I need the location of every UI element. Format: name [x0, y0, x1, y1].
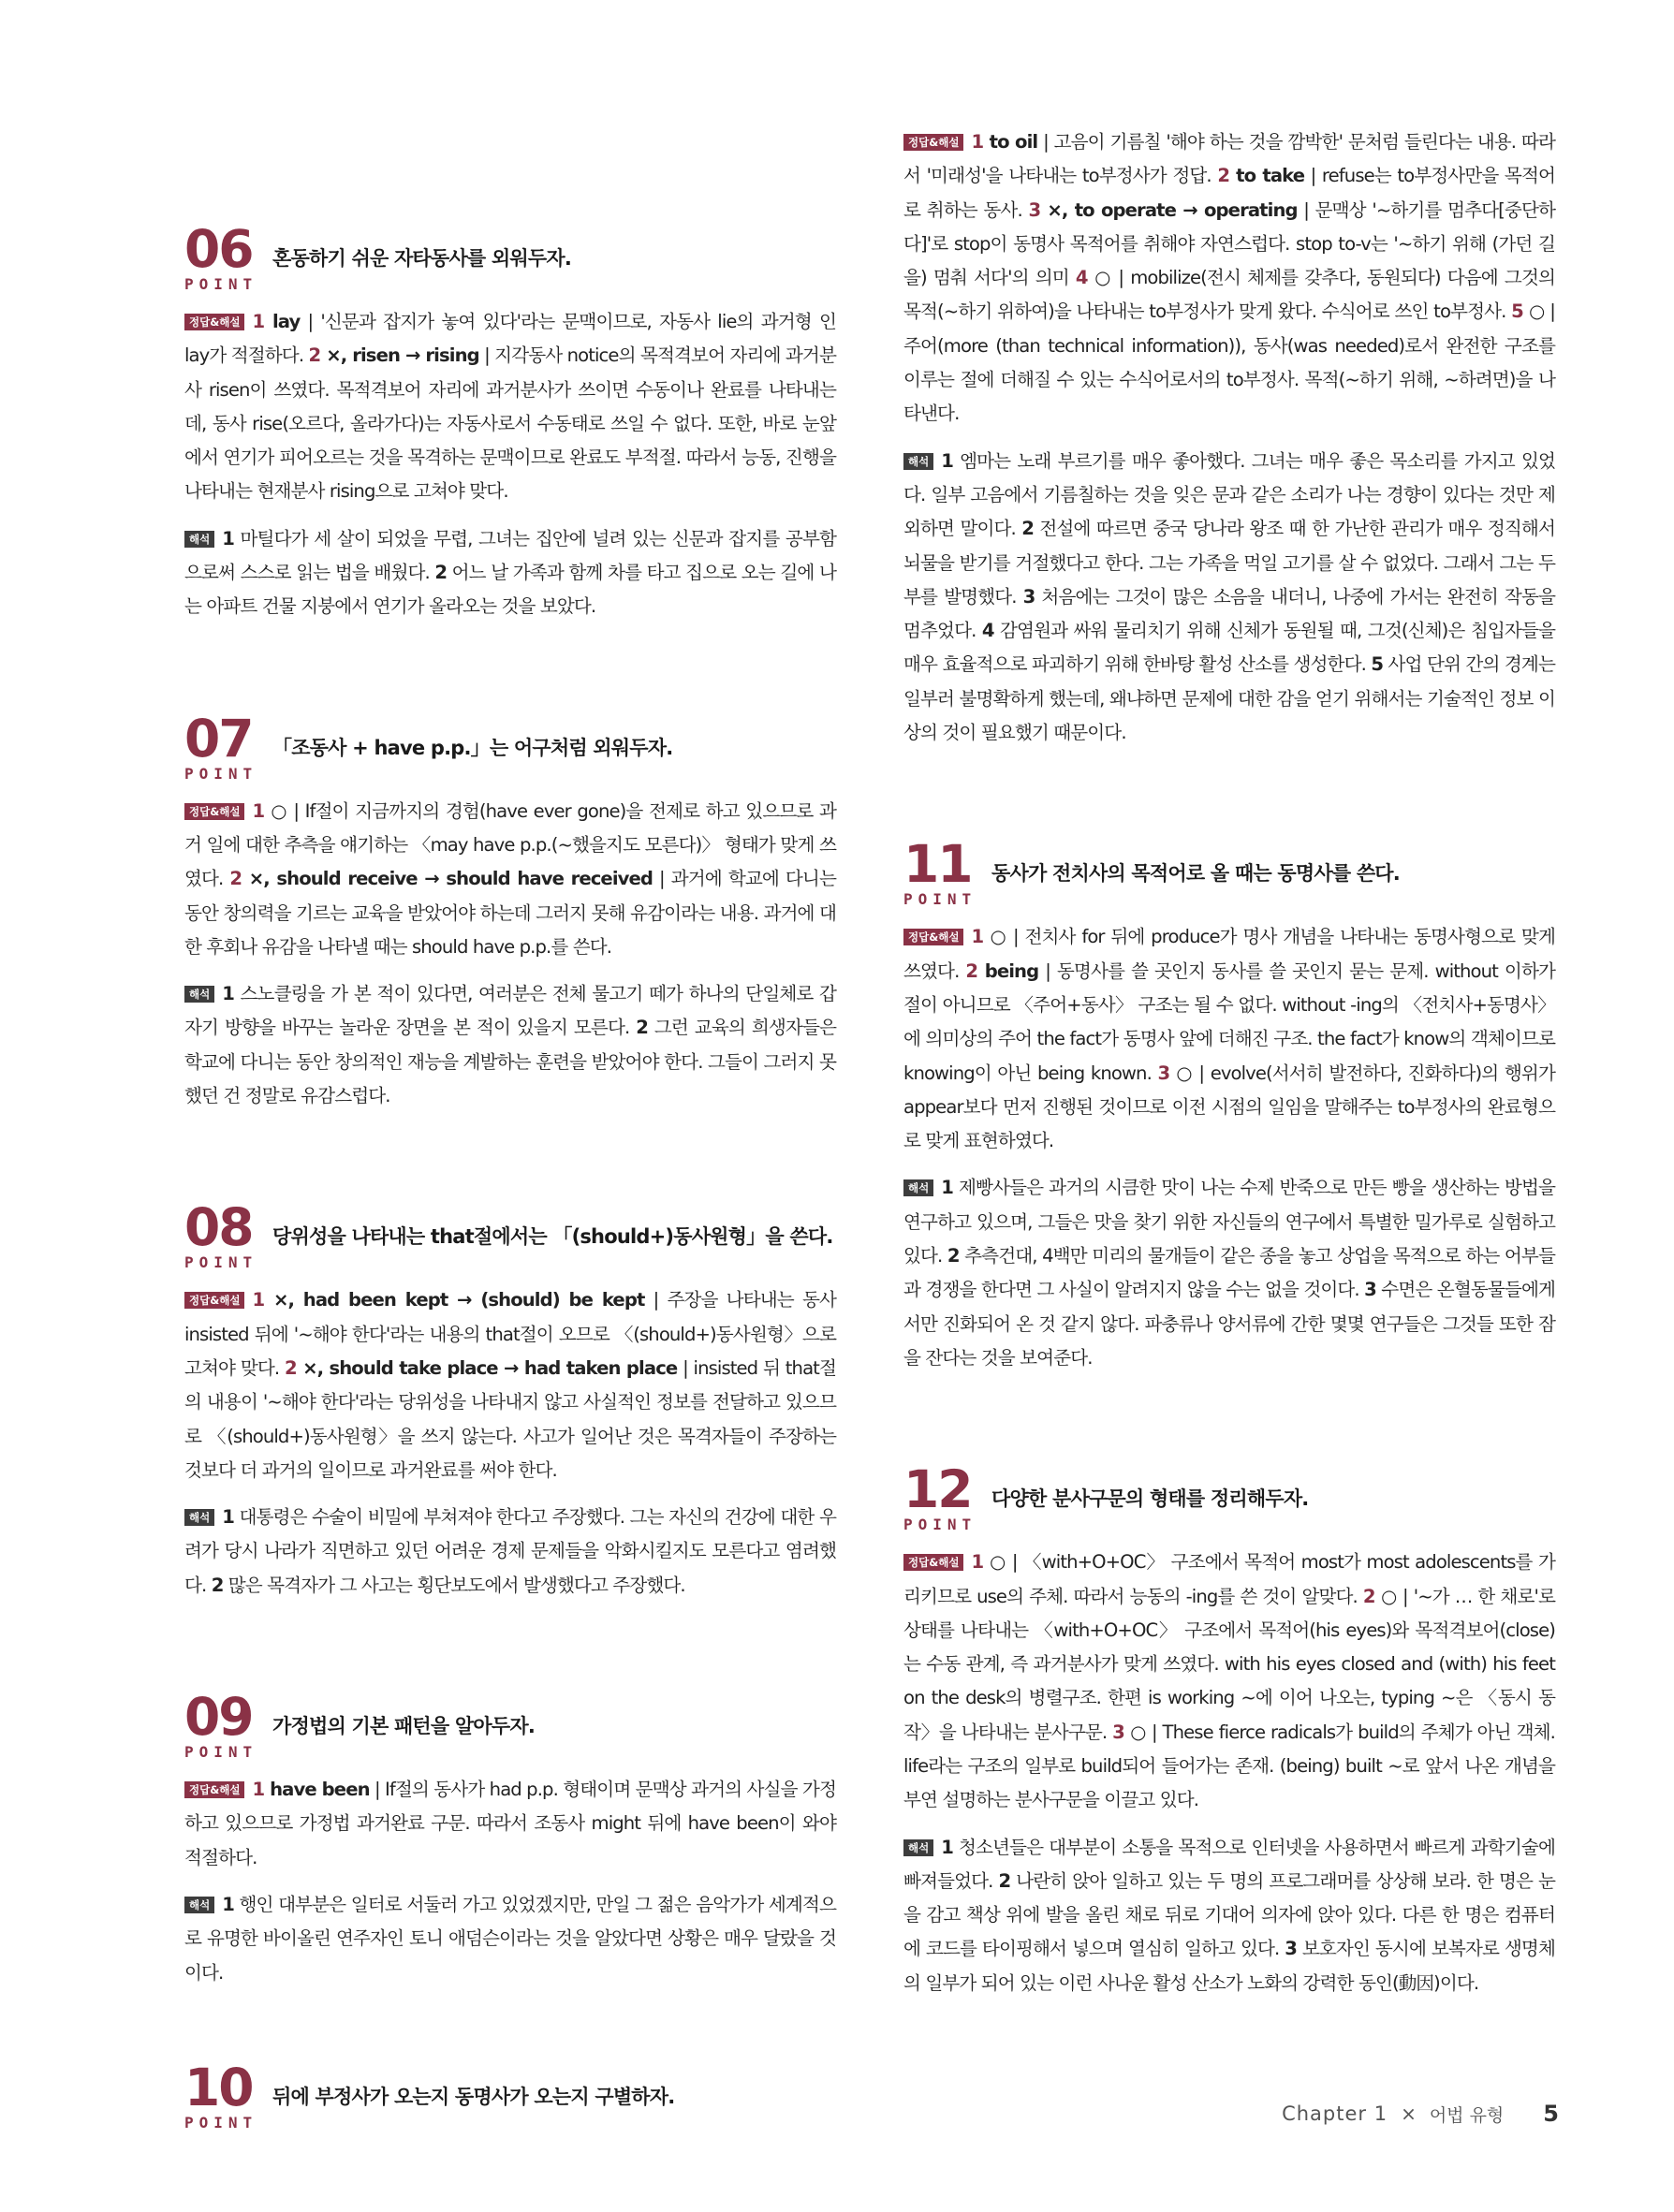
bold-text: 2: [1021, 518, 1034, 540]
point-title: 혼동하기 쉬운 자타동사를 외워두자.: [272, 247, 571, 270]
item-number: 2: [1362, 1585, 1375, 1607]
text-run: 수면은 온혈동물들에게서만 진화되어 온 것 같지 않다. 파충류나 양서류에 간한 몇몇 연구들은 그것들 또한 잠을 잔다는 것을 보여준다.: [903, 1279, 1555, 1369]
bold-text: ○: [983, 1551, 1006, 1574]
answer-tag: 정답&해설: [903, 929, 963, 945]
text-run: | 주어(more (than technical information)), 동사(was needed)로서 완전한 구조를 이루는 절에 더해질 수 있는 수식어로서의 to부정사. 목적(~하기 위해, ~하려면)을 나타낸다.: [903, 300, 1555, 425]
bold-text: 2: [434, 562, 448, 584]
footer-type: 어법 유형: [1429, 2104, 1505, 2126]
point-label: POINT: [184, 275, 258, 293]
bold-text: ○: [983, 926, 1007, 948]
point-08: [184, 1197, 837, 1603]
translation: [903, 445, 1555, 751]
answer-tag: 정답&해설: [903, 1554, 963, 1571]
bold-text: 1: [941, 449, 953, 472]
bold-text: ○: [264, 799, 287, 822]
point-badge: [184, 1197, 269, 1278]
point-number: 11: [903, 834, 972, 895]
text-run: | 동명사를 쓸 곳인지 동사를 쓸 곳인지 묻는 문제. without 이하가 절이 아니므로 〈주어+동사〉 구조는 될 수 없다. without -ing의 〈전치사+동명사〉에 의미상의 주어 the fact가 동명사 앞에 더해진 구조. the fact가 know의 객체이므로 knowing이 아닌 being known.: [903, 960, 1556, 1084]
text-run: | '신문과 잡지가 놓여 있다'라는 문맥이므로, 자동사 lie의 과거형 인 lay가 적절하다.: [184, 311, 836, 367]
text-run: 제빵사들은 과거의 시큼한 맛이 나는 수제 반죽으로 만든 빵을 생산하는 방법을 연구하고 있으며, 그들은 맛을 찾기 위한 자신들의 연구에서 특별한 밀가루로 실험하고 있다.: [903, 1177, 1555, 1267]
footer-chapter: Chapter 1: [1282, 2102, 1388, 2125]
translation: [184, 1888, 836, 1990]
page-number: 5: [1543, 2101, 1559, 2127]
point-11: [903, 834, 1556, 1375]
translation-tag: 해석: [184, 986, 214, 1003]
bold-text: ○: [1169, 1062, 1193, 1084]
bold-text: lay: [264, 311, 301, 332]
answer-explanation: [184, 1283, 836, 1487]
bold-text: 3: [1285, 1938, 1297, 1960]
point-badge: [903, 1459, 988, 1540]
text-run: | refuse는 to부정사만을 목적어로 취하는 동사.: [903, 165, 1555, 221]
text-run: 그런 교육의 희생자들은 학교에 다니는 동안 창의적인 재능을 계발하는 훈련을 받았어야 한다. 그들이 그러지 못했던 건 정말로 유감스럽다.: [184, 1017, 836, 1107]
text-run: 감염원과 싸워 물리치기 위해 신체가 동원될 때, 그것(신체)은 침입자들을 매우 효율적으로 파괴하기 위해 한바탕 활성 산소를 생성한다.: [903, 620, 1555, 676]
text-run: 어느 날 가족과 함께 차를 타고 집으로 오는 길에 나는 아파트 건물 지붕에서 연기가 올라오는 것을 보았다.: [184, 562, 836, 618]
right-column: [903, 125, 1555, 2000]
point-header: [184, 219, 836, 300]
text-run: 대통령은 수술이 비밀에 부쳐져야 한다고 주장했다. 그는 자신의 건강에 대한 우려가 당시 나라가 직면하고 있던 어려운 경제 문제들을 악화시킬지도 모른다고 염려했다.: [184, 1506, 836, 1596]
bold-text: 1: [222, 983, 234, 1005]
text-run: | mobilize(전시 체제를 갖추다, 동원되다) 다음에 그것의 목적(~하기 위하여)을 나타내는 to부정사가 맞게 왔다. 수식어로 쓰인 to부정사.: [903, 267, 1556, 323]
item-number: 3: [1028, 198, 1041, 221]
bold-text: ○: [1522, 300, 1545, 323]
text-run: | These fierce radicals가 build의 주체가 아닌 객체. life라는 구조의 일부로 build되어 들어가는 존재. (being) built ~로 앞서 나온 개념을 부연 설명하는 분사구문을 이끌고 있다.: [903, 1721, 1555, 1811]
answer-explanation: [903, 125, 1555, 432]
item-number: 1: [252, 1779, 265, 1801]
point-header: [184, 708, 836, 789]
point-07: [184, 708, 836, 1114]
point-label: POINT: [184, 1253, 258, 1272]
bold-text: ○: [1374, 1585, 1398, 1607]
bold-text: have been: [264, 1779, 370, 1801]
item-number: 3: [1157, 1062, 1170, 1084]
text-run: | 〈with+O+OC〉 구조에서 목적어 most가 most adolescents를 가리키므로 use의 주체. 따라서 능동의 -ing를 쓴 것이 알맞다.: [903, 1551, 1555, 1607]
item-number: 2: [965, 960, 978, 982]
bold-text: to take: [1229, 165, 1305, 187]
text-run: 전설에 따르면 중국 당나라 왕조 때 한 가난한 관리가 매우 정직해서 뇌물을 받기를 거절했다고 한다. 그는 가족을 먹일 고기를 살 수 없었다. 그래서 그는 두부를 발명했다.: [903, 518, 1555, 608]
text-run: | 지각동사 notice의 목적격보어 자리에 과거분사 risen이 쓰였다. 목적격보어 자리에 과거분사가 쓰이면 수동이나 완료를 나타내는데, 동사 rise(오르다, 올라가다)는 자동사로서 수동태로 쓰일 수 없다. 또한, 바로 눈앞에서 연기가 피어오르는 것을 목격하는 문맥이므로 완료도 부적절. 따라서 능동, 진행을 나타내는 현재분사 rising으로 고쳐야 맞다.: [184, 344, 836, 503]
point-12: [903, 1459, 1556, 2000]
text-run: 스노클링을 가 본 적이 있다면, 여러분은 전체 물고기 떼가 하나의 단일체로 갑자기 방향을 바꾸는 놀라운 장면을 본 적이 있을지 모른다.: [184, 983, 836, 1039]
point-number: 07: [184, 708, 253, 769]
point-title: 당위성을 나타내는 that절에서는 「(should+)동사원형」을 쓴다.: [272, 1225, 833, 1249]
text-run: | 고음이 기름칠 '해야 하는 것을 깜박한' 문처럼 들린다는 내용. 따라서 '미래성'을 나타내는 to부정사가 정답.: [903, 131, 1555, 187]
answer-tag: 정답&해설: [903, 134, 963, 151]
translation: [903, 1831, 1555, 2000]
answer-explanation: [184, 795, 836, 964]
point-header: [184, 1197, 836, 1278]
point-title: 동사가 전치사의 목적어로 올 때는 동명사를 쓴다.: [991, 862, 1400, 886]
item-number: 1: [971, 1551, 984, 1574]
bold-text: 2: [211, 1574, 224, 1596]
text-run: 사업 단위 간의 경계는 일부러 불명확하게 했는데, 왜냐하면 문제에 대한 감을 얻기 위해서는 기술적인 정보 이상의 것이 필요했기 때문이다.: [903, 653, 1555, 744]
footer-separator: ×: [1401, 2102, 1417, 2125]
point-badge: [184, 219, 269, 300]
bold-text: 1: [222, 1506, 234, 1529]
bold-text: to oil: [983, 131, 1038, 153]
answer-explanation: [903, 920, 1555, 1158]
text-run: | 과거에 학교에 다니는 동안 창의력을 기르는 교육을 받았어야 하는데 그러지 못해 유감이라는 내용. 과거에 대한 후회나 유감을 나타낼 때는 should have p.p.를 쓴다.: [184, 868, 836, 958]
item-number: 1: [252, 311, 265, 332]
text-run: | '~가 … 한 채로'로 상태를 나타내는 〈with+O+OC〉 구조에서 목적어(his eyes)와 목적격보어(close)는 수동 관계, 즉 과거분사가 맞게 쓰였다. with his eyes closed and (with) his feet on the desk의 병렬구조. 한편 is working ~에 이어 나오는, typing ~은 〈동시 동작〉을 나타내는 분사구문.: [903, 1585, 1555, 1743]
item-number: 4: [1075, 267, 1088, 289]
bold-text: ×, risen → rising: [320, 344, 479, 367]
answer-tag: 정답&해설: [184, 314, 244, 330]
point-10-continued: [903, 125, 1555, 750]
item-number: 5: [1511, 300, 1523, 323]
text-run: | evolve(서서히 발전하다, 진화하다)의 행위가 appear보다 먼저 진행된 것이므로 이전 시점의 일임을 말해주는 to부정사의 완료형으로 맞게 표현하였다.: [903, 1062, 1555, 1152]
point-number: 12: [903, 1459, 972, 1520]
answer-explanation: [184, 305, 836, 509]
text-run: 나란히 앉아 일하고 있는 두 명의 프로그래머를 상상해 보라. 한 명은 눈을 감고 책상 위에 발을 올린 채로 뒤로 기대어 의자에 앉아 있다. 다른 한 명은 컴퓨터에 코드를 타이핑해서 넣으며 열심히 일하고 있다.: [903, 1869, 1556, 1960]
bold-text: being: [977, 960, 1039, 982]
point-label: POINT: [184, 2113, 258, 2131]
text-run: | 주장을 나타내는 동사 insisted 뒤에 '~해야 한다'라는 내용의 that절이 오므로 〈(should+)동사원형〉으로 고쳐야 맞다.: [184, 1289, 837, 1379]
point-10: [184, 2057, 836, 2138]
bold-text: ×, to operate → operating: [1040, 198, 1298, 221]
answer-explanation: [903, 1545, 1555, 1817]
point-title: 다양한 분사구문의 형태를 정리해두자.: [991, 1487, 1309, 1511]
point-label: POINT: [184, 1743, 258, 1762]
text-run: 청소년들은 대부분이 소통을 목적으로 인터넷을 사용하면서 빠르게 과학기술에 빠져들었다.: [903, 1836, 1555, 1892]
text-run: 엠마는 노래 부르기를 매우 좋아했다. 그녀는 매우 좋은 목소리를 가지고 있었다. 일부 고음에서 기름칠하는 것을 잊은 문과 같은 소리가 나는 경향이 있다는 것만 제외하면 말이다.: [903, 449, 1555, 540]
translation-tag: 해석: [184, 1897, 214, 1913]
translation: [184, 977, 836, 1113]
text-run: 보호자인 동시에 보복자로 생명체의 일부가 되어 있는 이런 사나운 활성 산소가 노화의 강력한 동인(動因)이다.: [903, 1938, 1555, 1994]
point-number: 06: [184, 219, 253, 279]
page-footer: [1282, 2101, 1559, 2127]
point-number: 09: [184, 1687, 253, 1748]
text-run: 행인 대부분은 일터로 서둘러 가고 있었겠지만, 만일 그 젊은 음악가가 세계적으로 유명한 바이올린 연주자인 토니 애덤슨이라는 것을 알았다면 상황은 매우 달랐을 것이다.: [184, 1893, 836, 1984]
bold-text: 2: [636, 1017, 648, 1039]
item-number: 3: [1112, 1721, 1124, 1743]
point-label: POINT: [903, 890, 977, 909]
bold-text: ×, should take place → had taken place: [296, 1356, 678, 1379]
answer-tag: 정답&해설: [184, 1781, 244, 1798]
item-number: 2: [229, 868, 242, 890]
text-run: 마틸다가 세 살이 되었을 무렵, 그녀는 집안에 널려 있는 신문과 잡지를 공부함으로써 스스로 읽는 법을 배웠다.: [184, 527, 836, 584]
translation: [184, 1501, 836, 1603]
bold-text: 2: [998, 1869, 1011, 1892]
point-header: [184, 2057, 836, 2138]
point-title: 뒤에 부정사가 오는지 동명사가 오는지 구별하자.: [272, 2085, 675, 2108]
translation-tag: 해석: [184, 1509, 214, 1526]
point-badge: [184, 708, 269, 789]
text-run: | insisted 뒤 that절의 내용이 '~해야 한다'라는 당위성을 나타내지 않고 사실적인 정보를 전달하고 있으므로 〈(should+)동사원형〉을 쓰지 않는다. 사고가 일어난 것은 목격자들이 주장하는 것보다 더 과거의 일이므로 과거완료를 써야 한다.: [184, 1356, 836, 1481]
point-header: [903, 1459, 1555, 1540]
point-number: 10: [184, 2057, 253, 2117]
bold-text: ×, had been kept → (should) be kept: [264, 1289, 645, 1311]
point-09: [184, 1687, 836, 1990]
text-run: 처음에는 그것이 많은 소음을 내더니, 나중에 가서는 완전히 작동을 멈추었다.: [903, 585, 1555, 642]
bold-text: ○: [1123, 1721, 1147, 1743]
text-run: 많은 목격자가 그 사고는 횡단보도에서 발생했다고 주장했다.: [223, 1574, 685, 1596]
bold-text: 4: [981, 620, 994, 642]
bold-text: 3: [1364, 1279, 1376, 1301]
translation: [903, 1171, 1555, 1375]
item-number: 2: [284, 1356, 297, 1379]
point-title: 가정법의 기본 패턴을 알아두자.: [272, 1715, 536, 1738]
text-run: | 문맥상 '~하기를 멈추다[중단하다]'로 stop이 동명사 목적어를 취해야 자연스럽다. stop to-v는 '~하기 위해 (가던 길을) 멈춰 서다'의 의미: [903, 198, 1555, 289]
bold-text: ×, should receive → should have received: [242, 868, 653, 890]
text-run: | If절의 동사가 had p.p. 형태이며 문맥상 과거의 사실을 가정하고 있으므로 가정법 과거완료 구문. 따라서 조동사 might 뒤에 have been이 와야 적절하다.: [184, 1779, 836, 1868]
bold-text: 3: [1022, 585, 1035, 608]
bold-text: ○: [1087, 267, 1112, 289]
bold-text: 1: [222, 1893, 234, 1915]
point-header: [903, 834, 1555, 915]
translation-tag: 해석: [903, 1179, 933, 1196]
answer-explanation: [184, 1773, 836, 1875]
answer-tag: 정답&해설: [184, 1292, 244, 1309]
text-run: | 전치사 for 뒤에 produce가 명사 개념을 나타내는 동명사형으로 맞게 쓰였다.: [903, 926, 1555, 982]
point-badge: [903, 834, 988, 915]
point-06: [184, 219, 836, 624]
text-run: 추측건대, 4백만 미리의 물개들이 같은 종을 놓고 상업을 목적으로 하는 어부들과 경쟁을 한다면 그 사실이 알려지지 않을 수는 없을 것이다.: [903, 1245, 1555, 1301]
bold-text: 1: [941, 1177, 953, 1199]
point-label: POINT: [184, 764, 258, 783]
translation-tag: 해석: [903, 453, 933, 470]
translation: [184, 522, 836, 624]
translation-tag: 해석: [903, 1839, 933, 1856]
bold-text: 5: [1371, 653, 1384, 676]
left-column: [184, 140, 836, 2138]
point-number: 08: [184, 1197, 253, 1258]
bold-text: 2: [947, 1245, 960, 1267]
point-title: 「조동사 + have p.p.」는 어구처럼 외워두자.: [272, 736, 673, 759]
point-badge: [184, 2057, 269, 2138]
item-number: 1: [971, 926, 984, 948]
point-header: [184, 1687, 836, 1767]
item-number: 1: [252, 799, 265, 822]
text-run: | If절이 지금까지의 경험(have ever gone)을 전제로 하고 있으므로 과거 일에 대한 추측을 얘기하는 〈may have p.p.(~했을지도 모른다)〉 형태가 맞게 쓰였다.: [184, 799, 836, 890]
item-number: 2: [308, 344, 321, 367]
answer-tag: 정답&해설: [184, 803, 244, 820]
item-number: 2: [1217, 165, 1230, 187]
point-label: POINT: [903, 1516, 977, 1534]
item-number: 1: [971, 131, 984, 153]
point-badge: [184, 1687, 269, 1767]
translation-tag: 해석: [184, 531, 214, 548]
bold-text: 1: [941, 1836, 953, 1858]
bold-text: 1: [222, 527, 234, 549]
item-number: 1: [252, 1289, 265, 1311]
